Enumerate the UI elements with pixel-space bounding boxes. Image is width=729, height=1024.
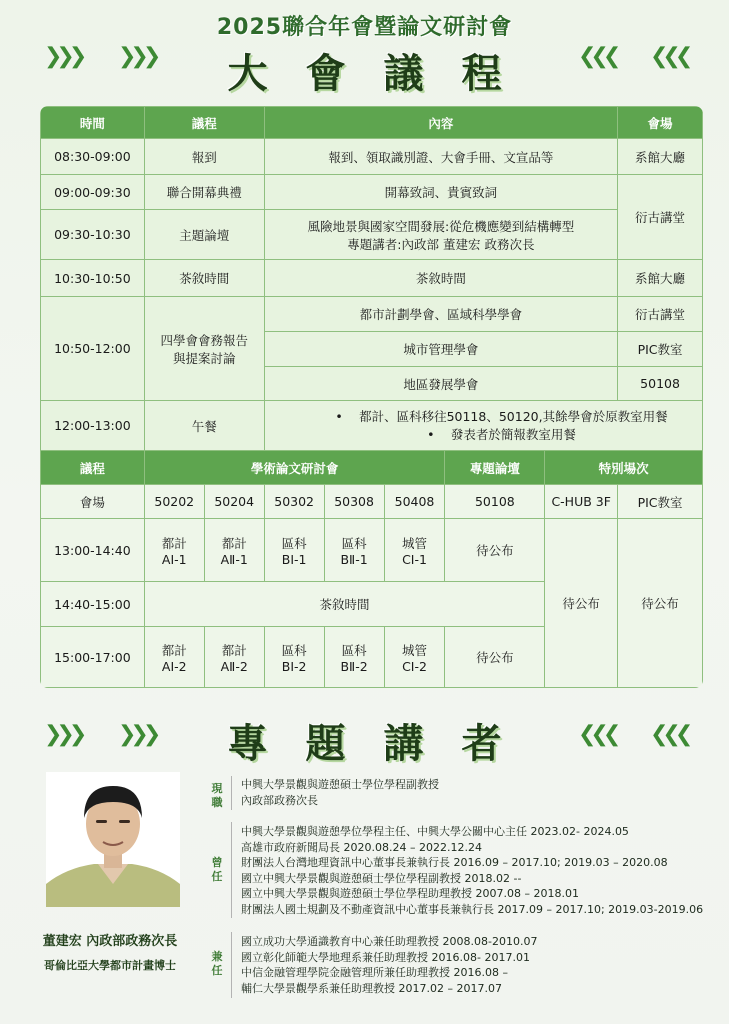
divider xyxy=(231,776,232,810)
session-cell xyxy=(264,519,324,582)
cv-item: 中興大學景觀與遊憩學位學程主任、中興大學公關中心主任 2023.02- 2024.05 xyxy=(241,825,629,838)
agenda-title: 大會議程 xyxy=(227,51,540,97)
time-cell: 14:40-15:00 xyxy=(41,582,145,627)
session-track: 區科 xyxy=(281,535,307,551)
speaker-name: 董建宏 內政部政務次長 xyxy=(42,934,178,949)
room-cell: 50308 xyxy=(324,485,384,519)
sessions-header-special: 特別場次 xyxy=(545,451,703,485)
sessions-header-forum: 專題論壇 xyxy=(445,451,545,485)
cv-item: 財團法人台灣地理資訊中心董事長兼執行長 2016.09 – 2017.10; 2019.03 – 2020.08 xyxy=(241,856,668,869)
schedule-table xyxy=(40,106,703,688)
session-cell xyxy=(144,627,204,688)
session-cell xyxy=(204,519,264,582)
special-cell: 待公布 xyxy=(545,519,618,688)
session-cell xyxy=(144,519,204,582)
session-cell xyxy=(324,519,384,582)
venue-cell: 系館大廳 xyxy=(618,260,703,297)
session-code: AⅡ-1 xyxy=(220,551,248,567)
chevron-left-icon: ❯❯❯ xyxy=(44,722,82,747)
forum-cell: 待公布 xyxy=(445,519,545,582)
speaker-degree: 哥倫比亞大學都市計畫博士 xyxy=(44,959,176,972)
session-cell xyxy=(384,627,445,688)
session-track: 城管 xyxy=(402,535,428,551)
agenda-cell: 主題論壇 xyxy=(144,210,264,260)
session-code: BⅠ-1 xyxy=(281,551,307,567)
break-cell: 茶敘時間 xyxy=(144,582,544,627)
cv-item: 輔仁大學景觀學系兼任助理教授 2017.02 – 2017.07 xyxy=(241,981,502,995)
room-cell: 50202 xyxy=(144,485,204,519)
divider xyxy=(231,822,232,918)
speaker-section-title: 專題講者 xyxy=(227,721,540,767)
session-code: BⅡ-2 xyxy=(340,658,368,674)
cv-item: 中興大學景觀與遊憩碩士學位學程副教授 xyxy=(241,778,439,791)
time-cell: 13:00-14:40 xyxy=(41,519,145,582)
cv-item: 高雄市政府新聞局長 2020.08.24 – 2022.12.24 xyxy=(241,840,482,854)
agenda-line: 四學會會務報告 xyxy=(160,332,248,348)
divider xyxy=(231,932,232,998)
session-code: AⅠ-1 xyxy=(161,551,187,567)
agenda-cell: 茶敘時間 xyxy=(144,260,264,297)
time-cell: 09:00-09:30 xyxy=(41,175,145,210)
chevron-right-icon: ❯❯❯ xyxy=(656,722,694,747)
forum-topic: 風險地景與國家空間發展:從危機應變到結構轉型 xyxy=(307,218,575,234)
header-agenda: 議程 xyxy=(144,107,264,139)
forum-cell: 待公布 xyxy=(445,627,545,688)
time-cell: 10:30-10:50 xyxy=(41,260,145,297)
header-time: 時間 xyxy=(41,107,145,139)
current-positions xyxy=(241,777,439,808)
content-cell: 城市管理學會 xyxy=(264,332,617,367)
room-label: 會場 xyxy=(41,485,145,519)
chevron-right-icon: ❯❯❯ xyxy=(584,722,622,747)
header-content: 內容 xyxy=(264,107,617,139)
cv-item: 財團法人國土規劃及不動產資訊中心董事長兼執行長 2017.09 – 2017.10; 2019.03-2019.06 xyxy=(241,902,704,916)
session-track: 城管 xyxy=(402,642,428,658)
cv-item: 內政部政務次長 xyxy=(241,793,318,807)
sessions-header-agenda: 議程 xyxy=(41,451,145,485)
chevron-left-icon: ❯❯❯ xyxy=(118,722,156,747)
agenda-cell xyxy=(144,297,264,401)
conference-title: 2025聯合年會暨論文研討會 xyxy=(216,15,513,40)
chevron-left-icon: ❯❯❯ xyxy=(44,44,82,69)
bullet-icon: • xyxy=(427,426,435,442)
past-label: 曾任 xyxy=(211,856,223,883)
session-code: AⅡ-2 xyxy=(220,658,248,674)
cv-item: 中信金融管理學院金融管理所兼任助理教授 2016.08 – xyxy=(241,966,508,979)
bullet-icon: • xyxy=(335,408,343,424)
session-cell xyxy=(204,627,264,688)
venue-cell: 衍古講堂 xyxy=(618,175,703,260)
venue-cell: 50108 xyxy=(618,367,703,401)
session-code: AⅠ-2 xyxy=(161,658,187,674)
room-cell: 50302 xyxy=(264,485,324,519)
lunch-notes xyxy=(264,401,702,451)
agenda-cell: 報到 xyxy=(144,139,264,175)
time-cell: 15:00-17:00 xyxy=(41,627,145,688)
time-cell: 08:30-09:00 xyxy=(41,139,145,175)
adjunct-positions xyxy=(241,934,537,996)
venue-cell: 系館大廳 xyxy=(618,139,703,175)
content-cell xyxy=(264,210,617,260)
cv-item: 國立成功大學通識教育中心兼任助理教授 2008.08-2010.07 xyxy=(241,935,538,948)
session-code: CⅠ-1 xyxy=(402,551,427,567)
chevron-right-icon: ❯❯❯ xyxy=(584,44,622,69)
speaker-photo xyxy=(46,772,180,907)
past-positions xyxy=(241,824,703,917)
special-cell: 待公布 xyxy=(618,519,703,688)
room-cell: C-HUB 3F xyxy=(545,485,618,519)
room-cell: 50408 xyxy=(384,485,445,519)
chevron-right-icon: ❯❯❯ xyxy=(656,44,694,69)
session-code: BⅡ-1 xyxy=(340,551,368,567)
session-cell xyxy=(384,519,445,582)
header-venue: 會場 xyxy=(618,107,703,139)
content-cell: 都市計劃學會、區域科學學會 xyxy=(264,297,617,332)
agenda-cell: 午餐 xyxy=(144,401,264,451)
session-cell xyxy=(264,627,324,688)
room-cell: 50204 xyxy=(204,485,264,519)
session-cell xyxy=(324,627,384,688)
session-code: CⅠ-2 xyxy=(402,658,427,674)
content-cell: 茶敘時間 xyxy=(264,260,617,297)
session-track: 都計 xyxy=(161,535,187,551)
session-track: 區科 xyxy=(341,535,367,551)
agenda-line: 與提案討論 xyxy=(172,350,236,366)
chevron-left-icon: ❯❯❯ xyxy=(118,44,156,69)
session-track: 都計 xyxy=(221,535,247,551)
cv-item: 國立中興大學景觀與遊憩碩士學位學程副教授 2018.02 -- xyxy=(241,871,522,885)
session-track: 區科 xyxy=(281,642,307,658)
venue-cell: 衍古講堂 xyxy=(618,297,703,332)
content-cell: 地區發展學會 xyxy=(264,367,617,401)
lunch-note: 都計、區科移往50118、50120,其餘學會於原教室用餐 xyxy=(359,408,668,424)
room-cell: PIC教室 xyxy=(618,485,703,519)
session-track: 都計 xyxy=(221,642,247,658)
session-track: 區科 xyxy=(341,642,367,658)
lunch-note: 發表者於簡報教室用餐 xyxy=(450,426,576,442)
adjunct-label: 兼任 xyxy=(211,950,223,977)
sessions-header-papers: 學術論文研討會 xyxy=(144,451,445,485)
cv-item: 國立彰化師範大學地理系兼任助理教授 2016.08- 2017.01 xyxy=(241,950,530,964)
content-cell: 開幕致詞、貴賓致詞 xyxy=(264,175,617,210)
time-cell: 12:00-13:00 xyxy=(41,401,145,451)
current-label: 現職 xyxy=(211,782,223,809)
cv-item: 國立中興大學景觀與遊憩碩士學位學程助理教授 2007.08 – 2018.01 xyxy=(241,887,579,900)
content-cell: 報到、領取識別證、大會手冊、文宣品等 xyxy=(264,139,617,175)
session-code: BⅠ-2 xyxy=(281,658,307,674)
forum-speaker: 專題講者:內政部 董建宏 政務次長 xyxy=(347,236,535,252)
room-cell: 50108 xyxy=(445,485,545,519)
time-cell: 10:50-12:00 xyxy=(41,297,145,401)
venue-cell: PIC教室 xyxy=(618,332,703,367)
time-cell: 09:30-10:30 xyxy=(41,210,145,260)
agenda-cell: 聯合開幕典禮 xyxy=(144,175,264,210)
session-track: 都計 xyxy=(161,642,187,658)
